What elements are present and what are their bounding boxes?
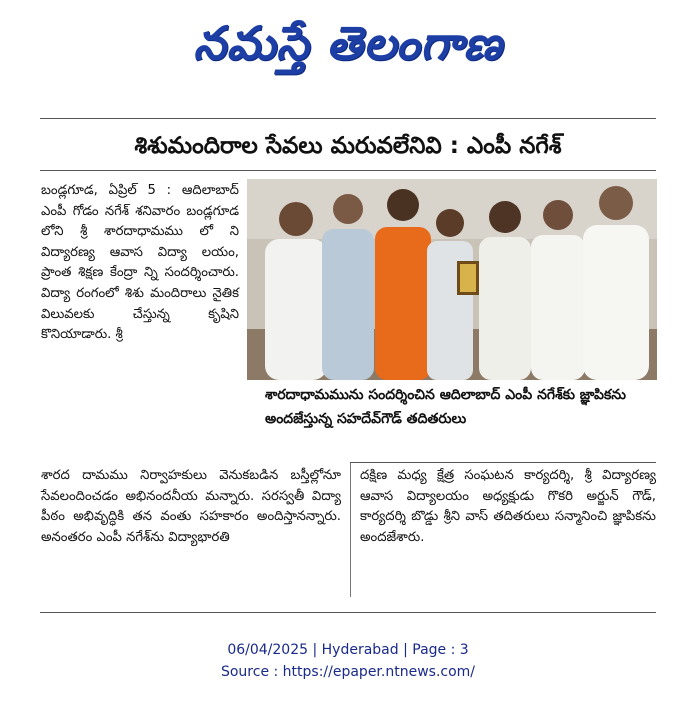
article-photo	[247, 179, 657, 380]
article-body-right	[360, 466, 656, 548]
newspaper-logo-title: నమస్తే తెలంగాణ	[193, 16, 503, 70]
article-paragraph-1: బండ్లగూడ, ఏప్రిల్ 5 : ఆదిలాబాద్ ఎంపీ గోడం నగేశ్ శనివారం బండ్లగూడ లోని శ్రీ శారదాధామము లో ని విద్యారణ్య ఆవాస విద్యా లయం, ప్రాంత శిక్షణ కేంద్రా న్ని సందర్శించారు. విద్యా రంగంలో శిశు మందిరాలు నైతిక విలువలకు చేస్తున్న కృషిని కొనియాడారు. శ్రీ	[41, 183, 239, 343]
article-paragraph-3: దక్షిణ మధ్య క్షేత్ర సంఘటన కార్యదర్శి, శ్రీ విద్యారణ్య ఆవాస విద్యాలయం అధ్యక్షుడు గొకరి అర్జున్ గౌడ్, కార్యదర్శి బొడ్డు శ్రీని వాస్ తదితరులు సన్మానించి జ్ఞాపికను అందజేశారు.	[360, 468, 656, 545]
headline-divider	[40, 170, 656, 171]
caption-divider	[350, 462, 656, 463]
footer-source: Source : https://epaper.ntnews.com/	[220, 664, 476, 680]
article-body-left-lower	[41, 466, 341, 548]
masthead	[0, 4, 696, 82]
article-paragraph-2: శారద దామము నిర్వాహకులు వెనుకబడిన బస్తీల్లోనూ సేవలందించడం అభినందనీయ మన్నారు. సరస్వతీ విద్యా పీఠం అభివృద్ధికి తన వంతు సహకారం అందిస్తానన్నారు. అనంతరం ఎంపీ నగేశ్‌ను విద్యాభారతి	[41, 468, 341, 545]
article-headline: శిశుమందిరాల సేవలు మరువలేనివి : ఎంపీ నగేశ్	[134, 133, 562, 159]
column-divider	[350, 462, 351, 597]
photo-caption: శారదాధామమును సందర్శించిన ఆదిలాబాద్ ఎంపీ నగేశ్‌కు జ్ఞాపికను అందజేస్తున్న సహదేవ్‌గౌడ్ తదితరులు	[265, 387, 626, 427]
footer-date-location: 06/04/2025 | Hyderabad | Page : 3	[227, 642, 469, 658]
group-photo-illustration	[247, 179, 657, 380]
top-divider	[40, 118, 656, 119]
article-body-left-upper	[41, 181, 239, 346]
bottom-divider	[40, 612, 656, 613]
